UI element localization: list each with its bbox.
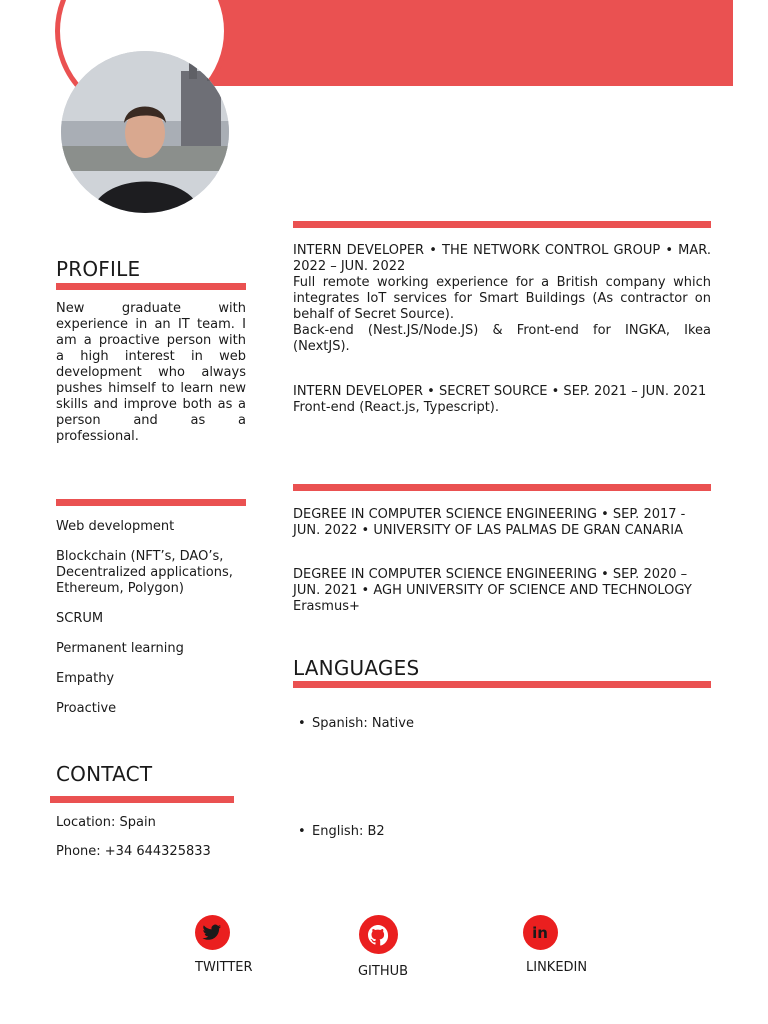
education-note: Erasmus+	[293, 599, 360, 614]
profile-photo-image	[61, 51, 229, 213]
skill-item: Empathy	[56, 671, 115, 686]
skill-item: Permanent learning	[56, 641, 184, 656]
skills-list	[56, 519, 256, 731]
contact-location: Location: Spain	[56, 815, 156, 830]
twitter-label[interactable]: TWITTER	[195, 960, 253, 975]
experience-heading: INTERN DEVELOPER • SECRET SOURCE • SEP. 2021 – JUN. 2021	[293, 384, 707, 399]
language-label: Spanish: Native	[312, 716, 414, 731]
profile-text: New graduate with experience in an IT team. I am a proactive person with a high interest in web development who always pushes himself to learn new skills and improve both as a person and as a professional.	[56, 301, 246, 444]
language-item	[298, 716, 414, 732]
profile-heading: PROFILE	[56, 257, 141, 281]
education-entry	[293, 567, 711, 615]
profile-divider	[56, 283, 246, 290]
header-band	[150, 0, 733, 86]
github-link[interactable]	[338, 915, 418, 979]
experience-entry	[293, 243, 711, 355]
education-heading: DEGREE IN COMPUTER SCIENCE ENGINEERING • SEP. 2020 – JUN. 2021 • AGH UNIVERSITY OF SCIENCE AND TECHNOLOGY	[293, 567, 692, 598]
bullet-icon: •	[298, 824, 306, 839]
skill-item: SCRUM	[56, 611, 104, 626]
contact-divider	[50, 796, 234, 803]
contact-heading: CONTACT	[56, 762, 153, 786]
education-heading: DEGREE IN COMPUTER SCIENCE ENGINEERING • SEP. 2017 - JUN. 2022 • UNIVERSITY OF LAS PALMAS DE GRAN CANARIA	[293, 507, 686, 538]
languages-divider	[293, 681, 711, 688]
experience-heading: INTERN DEVELOPER • THE NETWORK CONTROL GROUP • MAR. 2022 – JUN. 2022	[293, 243, 711, 274]
github-label[interactable]: GITHUB	[357, 964, 409, 979]
languages-heading: LANGUAGES	[293, 656, 420, 680]
experience-line: Back-end (Nest.JS/Node.JS) & Front-end for INGKA, Ikea (NextJS).	[293, 323, 711, 354]
linkedin-label[interactable]: LINKEDIN	[526, 960, 588, 975]
linkedin-link[interactable]	[500, 915, 588, 975]
twitter-icon[interactable]	[195, 915, 230, 950]
skills-divider	[56, 499, 246, 506]
skill-item: Proactive	[56, 701, 117, 716]
education-entry	[293, 507, 711, 539]
experience-divider	[293, 221, 711, 228]
github-icon[interactable]	[359, 915, 398, 954]
language-label: English: B2	[312, 824, 385, 839]
experience-line: Full remote working experience for a British company which integrates IoT services for Smart Buildings (As contractor on behalf of Secret Source).	[293, 275, 711, 322]
linkedin-icon[interactable]: in	[523, 915, 558, 950]
twitter-link[interactable]	[172, 915, 252, 975]
language-item	[298, 824, 385, 840]
experience-line: Front-end (React.js, Typescript).	[293, 400, 499, 415]
profile-photo	[61, 51, 229, 213]
education-divider	[293, 484, 711, 491]
bullet-icon: •	[298, 716, 306, 731]
skill-item: Blockchain (NFT’s, DAO’s, Decentralized applications, Ethereum, Polygon)	[56, 549, 233, 596]
contact-phone: Phone: +34 644325833	[56, 844, 211, 859]
skill-item: Web development	[56, 519, 175, 534]
experience-entry	[293, 384, 711, 416]
